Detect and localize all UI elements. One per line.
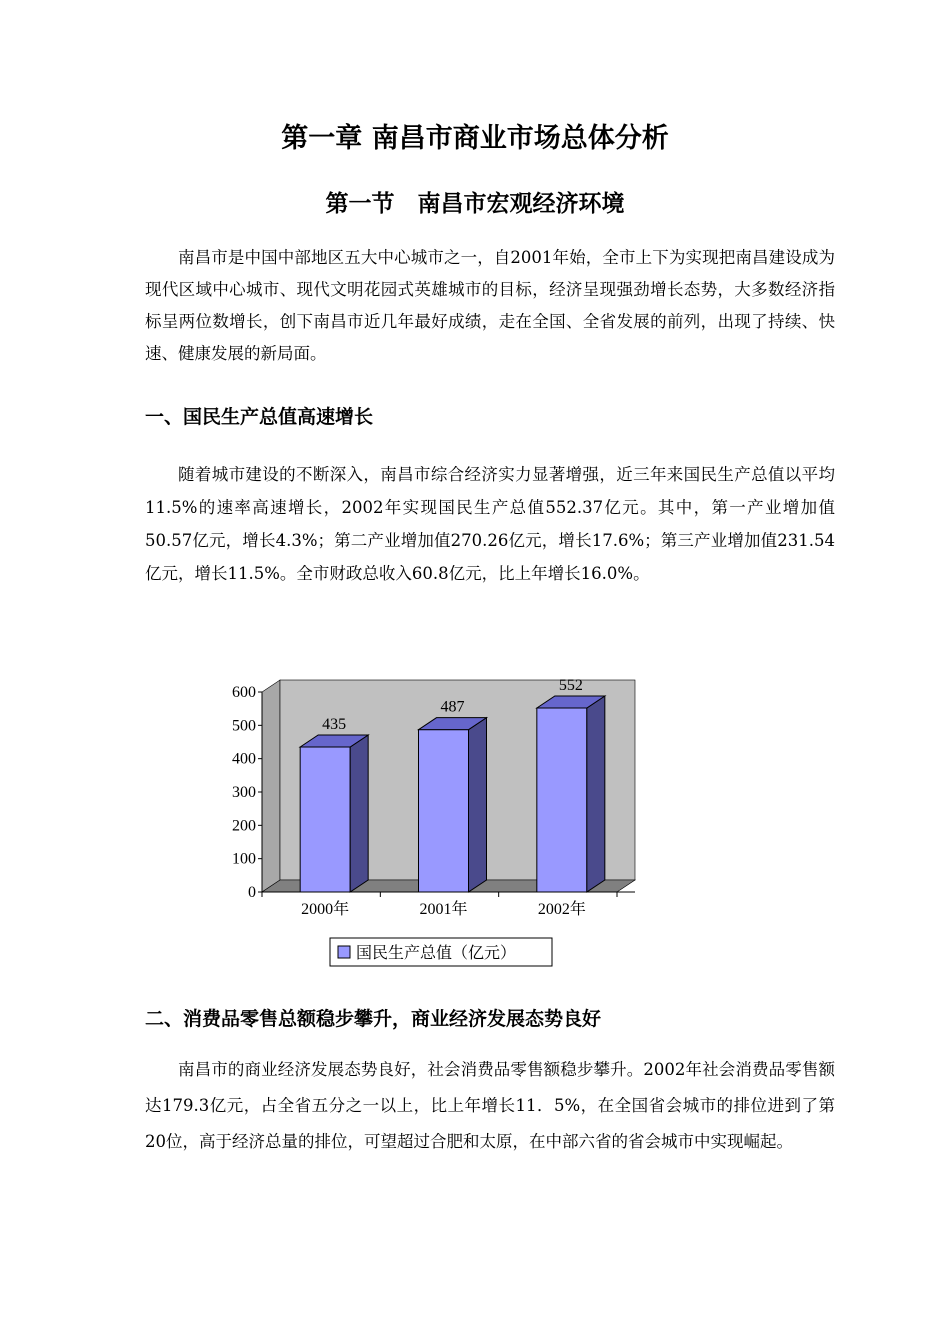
bar-data-label: 552 xyxy=(558,677,583,694)
y-tick-label: 100 xyxy=(232,850,256,868)
y-tick-label: 0 xyxy=(248,884,256,901)
retail-paragraph: 南昌市的商业经济发展态势良好，社会消费品零售额稳步攀升。2002年社会消费品零售额达179.3亿元，占全省五分之一以上，比上年增长11．5%，在全国省会城市的排位进到了第20位，高于经济总量的排位，可望超过合肥和太原，在中部六省的省会城市中实现崛起。 xyxy=(145,1060,835,1151)
gdp-bar-chart xyxy=(232,672,680,972)
bar-data-label: 487 xyxy=(440,698,465,716)
chart-side-wall xyxy=(262,680,280,892)
section-title: 第一节 南昌市宏观经济环境 xyxy=(325,191,625,217)
legend-label: 国民生产总值（亿元） xyxy=(356,945,517,962)
x-category-label: 2002年 xyxy=(537,901,586,918)
gdp-paragraph: 随着城市建设的不断深入，南昌市综合经济实力显著增强，近三年来国民生产总值以平均11.5%的速率高速增长，2002年实现国民生产总值552.37亿元。其中，第一产业增加值50.57亿元，增长4.3%；第二产业增加值270.26亿元，增长17.6%；第三产业增加值231.54亿元，增长11.5%。全市财政总收入60.8亿元，比上年增长16.0%。 xyxy=(145,465,835,583)
bar-side xyxy=(587,696,605,892)
x-category-label: 2001年 xyxy=(419,901,468,918)
y-tick-label: 400 xyxy=(232,750,256,768)
y-tick-label: 600 xyxy=(232,684,256,701)
heading-retail-sales: 二、消费品零售总额稳步攀升，商业经济发展态势良好 xyxy=(145,1008,602,1030)
intro-paragraph: 南昌市是中国中部地区五大中心城市之一，自2001年始，全市上下为实现把南昌建设成为现代区域中心城市、现代文明花园式英雄城市的目标，经济呈现强劲增长态势，大多数经济指标呈两位数增长，创下南昌市近几年最好成绩，走在全国、全省发展的前列，出现了持续、快速、健康发展的新局面。 xyxy=(145,248,835,363)
chapter-title: 第一章 南昌市商业市场总体分析 xyxy=(281,123,669,154)
heading-gdp-growth: 一、国民生产总值高速增长 xyxy=(145,406,374,428)
bar-front xyxy=(300,747,350,892)
bar-front xyxy=(419,730,469,892)
bar-side xyxy=(350,735,368,892)
x-category-label: 2000年 xyxy=(301,901,350,918)
legend-swatch xyxy=(338,946,350,958)
y-tick-label: 500 xyxy=(232,717,256,735)
bar-data-label: 435 xyxy=(322,716,347,733)
y-tick-label: 200 xyxy=(232,817,256,835)
y-tick-label: 300 xyxy=(232,784,256,801)
bar-side xyxy=(469,718,487,892)
bar-front xyxy=(537,708,587,892)
